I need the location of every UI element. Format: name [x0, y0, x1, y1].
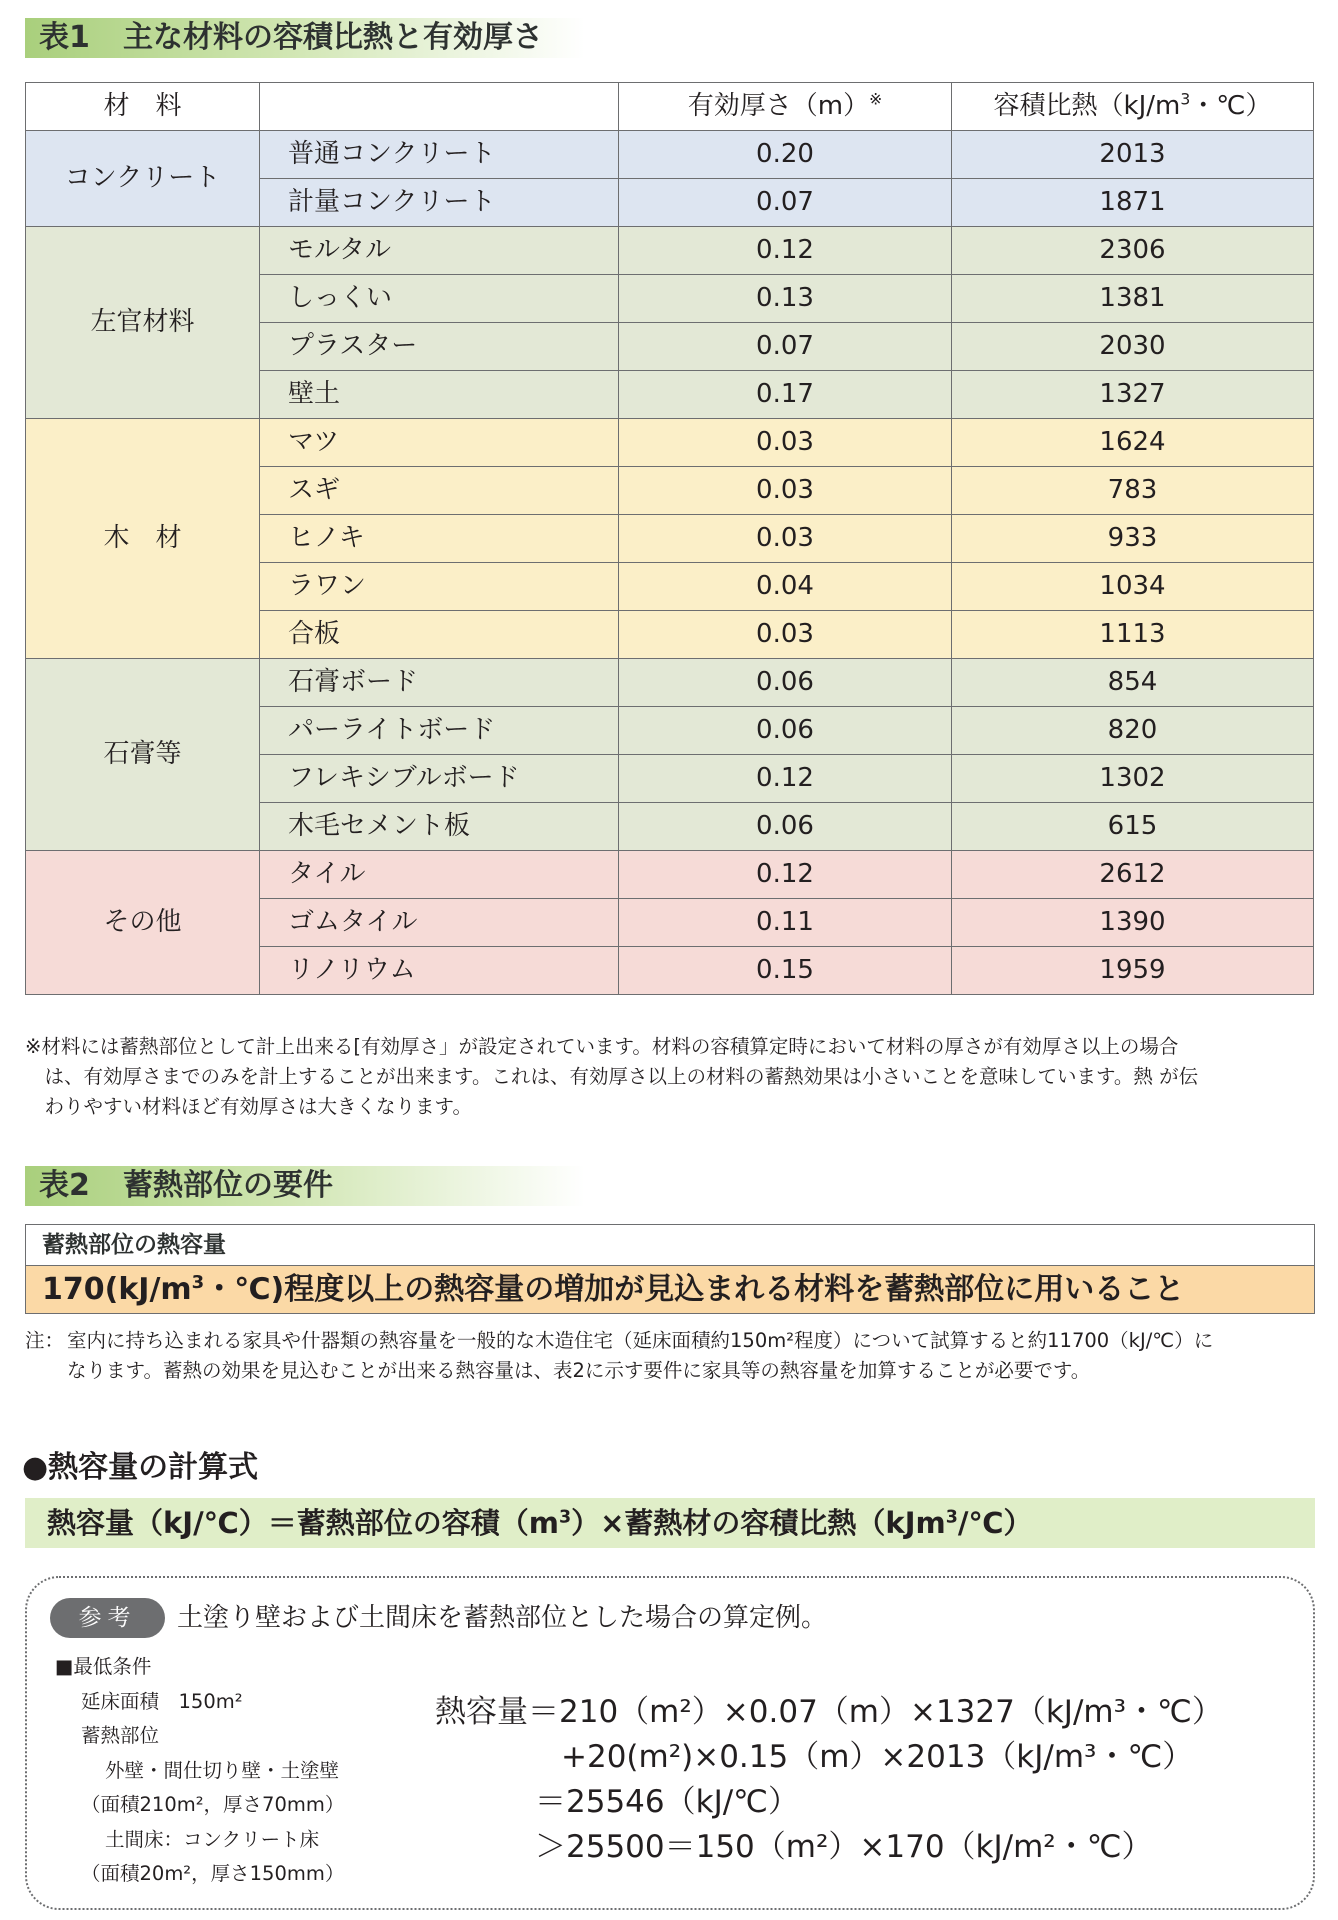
note-prefix: 注： [25, 1329, 65, 1352]
reference-title: 土塗り壁および土間床を蓄熱部位とした場合の算定例。 [177, 1603, 828, 1633]
thickness-cell: 0.03 [619, 611, 952, 659]
col-header-thickness-text: 有効厚さ（m） [687, 91, 870, 121]
heat-cell: 820 [952, 707, 1314, 755]
note-text: 室内に持ち込まれる家具や什器類の熱容量を一般的な木造住宅（延床面積約150m²程度）について試算すると約11700（kJ/℃）に [67, 1329, 1214, 1352]
calc-line: 熱容量＝210（m²）×0.07（m）×1327（kJ/m³・℃） [435, 1694, 1223, 1730]
condition-wall-spec: （面積210m²，厚さ70mm） [81, 1793, 345, 1816]
footnote-line: は、有効厚さまでのみを計上することが出来ます。これは、有効厚さ以上の材料の蓄熱効果は小さいことを意味しています。熱 が伝 [25, 1065, 1199, 1088]
condition-floor-area: 延床面積 150m² [81, 1689, 243, 1713]
material-cell: リノリウム [260, 947, 619, 995]
table2-heading-number: 表2 [39, 1168, 90, 1203]
category-cell: コンクリート [26, 131, 260, 227]
condition-slab-spec: （面積20m²，厚さ150mm） [81, 1862, 345, 1885]
material-cell: スギ [260, 467, 619, 515]
reference-box [25, 1576, 1315, 1910]
thickness-cell: 0.15 [619, 947, 952, 995]
thickness-cell: 0.17 [619, 371, 952, 419]
thickness-cell: 0.03 [619, 467, 952, 515]
minimum-conditions [55, 1650, 344, 1892]
col-header-heat [952, 83, 1314, 131]
thickness-cell: 0.07 [619, 179, 952, 227]
table1-heading-number: 表1 [39, 20, 90, 55]
material-cell: フレキシブルボード [260, 755, 619, 803]
heat-cell: 1871 [952, 179, 1314, 227]
formula-sup2: 3 [945, 1507, 958, 1528]
material-cell: 壁土 [260, 371, 619, 419]
heat-cell: 1034 [952, 563, 1314, 611]
material-cell: 合板 [260, 611, 619, 659]
table-row [26, 659, 1314, 707]
formula-title: ●熱容量の計算式 [22, 1450, 259, 1485]
heat-cell: 1302 [952, 755, 1314, 803]
table-header-row [26, 83, 1314, 131]
material-cell: タイル [260, 851, 619, 899]
thickness-cell: 0.13 [619, 275, 952, 323]
heat-cell: 1381 [952, 275, 1314, 323]
thickness-cell: 0.12 [619, 755, 952, 803]
material-cell: モルタル [260, 227, 619, 275]
thickness-cell: 0.20 [619, 131, 952, 179]
heat-cell: 615 [952, 803, 1314, 851]
thickness-cell: 0.11 [619, 899, 952, 947]
requirement-label: 蓄熱部位の熱容量 [26, 1225, 1314, 1266]
requirement-text [26, 1266, 1314, 1313]
table1-heading [25, 18, 585, 58]
heat-cell: 933 [952, 515, 1314, 563]
table-row [26, 227, 1314, 275]
thickness-cell: 0.12 [619, 851, 952, 899]
col-header-material: 材 料 [26, 83, 260, 131]
material-cell: マツ [260, 419, 619, 467]
material-heat-table [25, 82, 1314, 995]
note-line: なります。蓄熱の効果を見込むことが出来る熱容量は、表2に示す要件に家具等の熱容量を加算することが必要です。 [67, 1359, 1091, 1382]
requirement-text-post: ・℃)程度以上の熱容量の増加が見込まれる材料を蓄熱部位に用いること [204, 1272, 1185, 1307]
table2-note [25, 1326, 1315, 1386]
category-cell: その他 [26, 851, 260, 995]
requirement-text-pre: 170(kJ/m [42, 1272, 192, 1307]
col-header-heat-post: ・℃） [1190, 91, 1272, 121]
formula-sup1: 3 [559, 1507, 572, 1528]
material-cell: しっくい [260, 275, 619, 323]
heat-cell: 2013 [952, 131, 1314, 179]
category-cell: 石膏等 [26, 659, 260, 851]
material-cell: ゴムタイル [260, 899, 619, 947]
table1-heading-title: 主な材料の容積比熱と有効厚さ [123, 20, 543, 55]
table-row [26, 131, 1314, 179]
material-cell: ラワン [260, 563, 619, 611]
col-header-thickness [619, 83, 952, 131]
condition-wall: 外壁・間仕切り壁・土塗壁 [105, 1758, 340, 1782]
heat-cell: 2306 [952, 227, 1314, 275]
material-cell: 普通コンクリート [260, 131, 619, 179]
category-cell: 木 材 [26, 419, 260, 659]
formula-pre: 熱容量（kJ/℃）＝蓄熱部位の容積（m [47, 1506, 560, 1540]
calc-line: ＞25500＝150（m²）×170（kJ/m²・℃） [535, 1829, 1153, 1865]
material-cell: ヒノキ [260, 515, 619, 563]
thickness-cell: 0.06 [619, 659, 952, 707]
note-line [25, 1326, 1315, 1356]
col-header-blank [260, 83, 619, 131]
table2-heading-title: 蓄熱部位の要件 [123, 1168, 333, 1203]
thickness-cell: 0.06 [619, 803, 952, 851]
heat-cell: 1113 [952, 611, 1314, 659]
thickness-cell: 0.04 [619, 563, 952, 611]
col-header-heat-sup: 3 [1180, 90, 1191, 109]
material-cell: プラスター [260, 323, 619, 371]
table-row [26, 419, 1314, 467]
material-cell: パーライトボード [260, 707, 619, 755]
material-cell: 木毛セメント板 [260, 803, 619, 851]
formula-post: /℃） [957, 1506, 1033, 1540]
reference-badge: 参考 [50, 1598, 165, 1638]
category-cell: 左官材料 [26, 227, 260, 419]
footnote-line: わりやすい材料ほど有効厚さは大きくなります。 [25, 1095, 472, 1118]
thickness-cell: 0.06 [619, 707, 952, 755]
material-cell: 計量コンクリート [260, 179, 619, 227]
thickness-cell: 0.03 [619, 419, 952, 467]
thickness-cell: 0.07 [619, 323, 952, 371]
condition-heat-part: 蓄熱部位 [81, 1724, 160, 1747]
requirement-text-sup: 3 [191, 1272, 205, 1294]
thickness-cell: 0.12 [619, 227, 952, 275]
col-header-heat-pre: 容積比熱（kJ/m [993, 91, 1181, 121]
heat-cell: 783 [952, 467, 1314, 515]
table2-heading [25, 1166, 585, 1206]
table1-footnote [25, 1032, 1315, 1122]
heat-cell: 854 [952, 659, 1314, 707]
requirement-table [25, 1224, 1315, 1314]
material-cell: 石膏ボード [260, 659, 619, 707]
condition-slab: 土間床：コンクリート床 [105, 1827, 320, 1851]
heat-cell: 1327 [952, 371, 1314, 419]
table-row [26, 851, 1314, 899]
heat-cell: 1959 [952, 947, 1314, 995]
formula-mid: ）×蓄熱材の容積比熱（kJm [571, 1506, 946, 1540]
formula-expression [25, 1498, 1315, 1548]
col-header-thickness-mark: ※ [869, 90, 883, 109]
heat-cell: 2030 [952, 323, 1314, 371]
heat-cell: 1624 [952, 419, 1314, 467]
footnote-line: ※材料には蓄熱部位として計上出来る[有効厚さ」が設定されています。材料の容積算定時において材料の厚さが有効厚さ以上の場合 [25, 1035, 1179, 1058]
calc-line: +20(m²)×0.15（m）×2013（kJ/m³・℃） [561, 1739, 1194, 1775]
conditions-header: ■最低条件 [55, 1655, 152, 1678]
heat-cell: 2612 [952, 851, 1314, 899]
heat-cell: 1390 [952, 899, 1314, 947]
calculation [435, 1690, 1223, 1870]
calc-line: ＝25546（kJ/℃） [535, 1784, 799, 1820]
thickness-cell: 0.03 [619, 515, 952, 563]
